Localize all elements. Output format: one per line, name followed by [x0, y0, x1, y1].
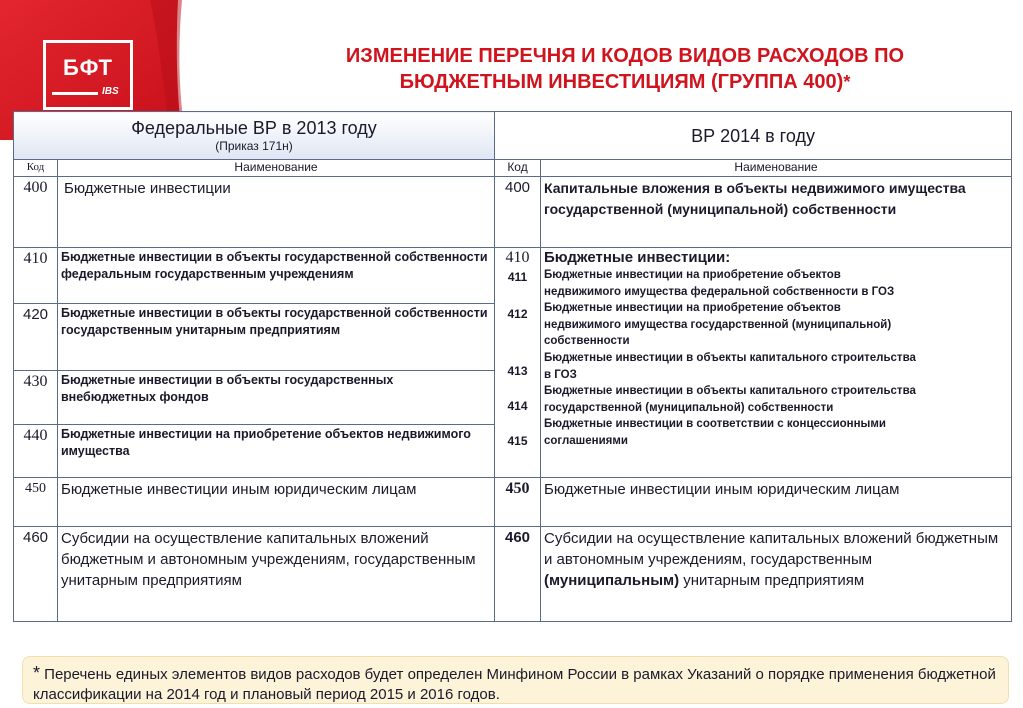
old-code: 420 [14, 304, 58, 371]
old-name: Субсидии на осуществление капитальных вложений бюджетным и автономным учреждениям, государственным унитарным предприятиям [58, 527, 495, 622]
group-item: Бюджетные инвестиции в объекты капитального строительства [544, 385, 916, 398]
new-name-bold-part: (муниципальным) [544, 572, 680, 589]
table-row-400 [14, 177, 1012, 248]
table-row-460 [14, 527, 1012, 622]
group-item: недвижимого имущества федеральной собственности в ГОЗ [544, 285, 895, 298]
logo-divider [52, 92, 98, 95]
table-subheader-row [14, 160, 1012, 177]
col-code-left: Код [14, 160, 58, 177]
footnote-asterisk: * [33, 663, 41, 683]
header-2014 [495, 112, 1012, 160]
logo-subtext: IBS [102, 86, 119, 97]
new-code: 400 [495, 177, 541, 248]
new-code: 450 [495, 478, 541, 527]
new-name [541, 527, 1012, 622]
group410-names [541, 248, 1012, 478]
codes-table [13, 111, 1012, 622]
old-code: 410 [14, 248, 58, 304]
new-name: Капитальные вложения в объекты недвижимого имущества государственной (муниципальной) собственности [541, 177, 1012, 248]
group-code: 414 [507, 399, 528, 413]
old-name: Бюджетные инвестиции в объекты государственной собственности государственным унитарным предприятиям [58, 304, 495, 371]
group-code: 410 [505, 249, 530, 266]
col-code-right: Код [495, 160, 541, 177]
old-code: 440 [14, 425, 58, 478]
header-federal-2013 [14, 112, 495, 160]
old-name: Бюджетные инвестиции в объекты государственных внебюджетных фондов [58, 371, 495, 425]
old-code: 450 [14, 478, 58, 527]
new-name: Бюджетные инвестиции иным юридическим лицам [541, 478, 1012, 527]
title-line-1: ИЗМЕНЕНИЕ ПЕРЕЧНЯ И КОДОВ ВИДОВ РАСХОДОВ ПО [345, 45, 905, 67]
header-2014-title: ВР 2014 в году [691, 125, 815, 146]
page-title [230, 43, 1020, 95]
old-code: 430 [14, 371, 58, 425]
table-row-410 [14, 248, 1012, 304]
group-code: 415 [507, 434, 528, 448]
footnote-text: Перечень единых элементов видов расходов будет определен Минфином России в рамках Указаний о порядке применения бюджетной классификации на 2014 год и плановый период 2015 и 2016 годов. [33, 666, 996, 703]
group-item: недвижимого имущества государственной (муниципальной) [544, 318, 892, 331]
new-code: 460 [495, 527, 541, 622]
table-row-450 [14, 478, 1012, 527]
group-item: государственной (муниципальной) собственности [544, 401, 834, 414]
group-item: Бюджетные инвестиции на приобретение объектов [544, 302, 841, 315]
old-name: Бюджетные инвестиции на приобретение объектов недвижимого имущества [58, 425, 495, 478]
table-header-row [14, 112, 1012, 160]
group410-codes [495, 248, 541, 478]
col-name-right: Наименование [541, 160, 1012, 177]
old-name: Бюджетные инвестиции в объекты государственной собственности федеральным государственным учреждениям [58, 248, 495, 304]
group-heading: Бюджетные инвестиции: [544, 249, 731, 266]
old-code: 400 [14, 177, 58, 248]
group-item: соглашениями [544, 434, 628, 447]
footnote-box [22, 656, 1009, 704]
group-code: 413 [507, 364, 528, 378]
header-federal-subtitle: (Приказ 171н) [215, 139, 293, 153]
group-item: в ГОЗ [544, 368, 577, 381]
title-line-2-text: БЮДЖЕТНЫМ ИНВЕСТИЦИЯМ (ГРУППА 400) [399, 71, 844, 93]
group-code: 412 [507, 307, 528, 321]
old-name: Бюджетные инвестиции [58, 177, 495, 248]
header-federal-title: Федеральные ВР в 2013 году [131, 118, 377, 138]
old-name: Бюджетные инвестиции иным юридическим лицам [58, 478, 495, 527]
group-code: 411 [507, 270, 528, 284]
group-item: собственности [544, 335, 630, 348]
col-name-left: Наименование [58, 160, 495, 177]
old-code: 460 [14, 527, 58, 622]
group-item: Бюджетные инвестиции на приобретение объектов [544, 269, 841, 281]
group-item: Бюджетные инвестиции в объекты капитального строительства [544, 351, 916, 364]
group-item: Бюджетные инвестиции в соответствии с концессионными [544, 418, 886, 431]
logo-text: БФТ [63, 55, 113, 80]
title-line-2 [230, 69, 1020, 95]
bft-logo [43, 40, 133, 110]
new-name-part-2: унитарным предприятиям [679, 572, 865, 589]
new-name-part-1: Субсидии на осуществление капитальных вложений бюджетным и автономным учреждениям, государственным [544, 530, 999, 568]
title-asterisk: * [843, 72, 851, 92]
